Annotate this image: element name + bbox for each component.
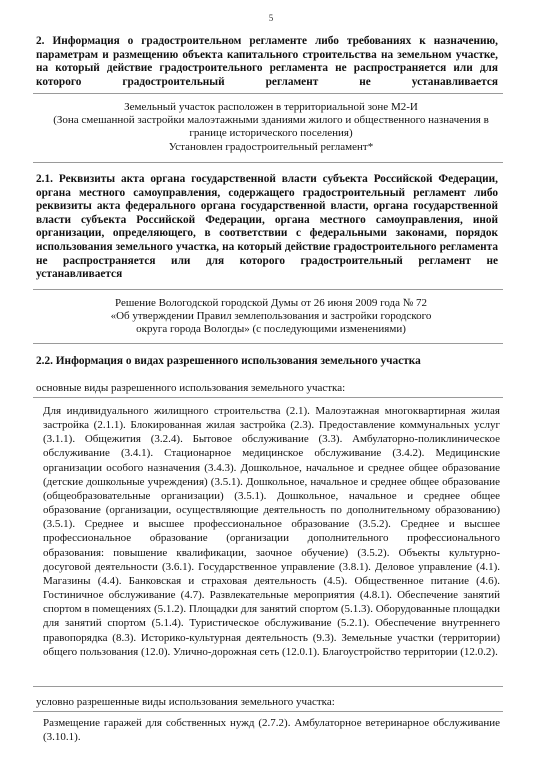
decision-line-2: «Об утверждении Правил землепользования и застройки городского округа города Вологды» (с последующими изменениями) bbox=[110, 310, 432, 336]
zone-description: (Зона смешанной застройки малоэтажными зданиями жилого и общественного назначения в границе исторического поселения) bbox=[53, 114, 489, 140]
decision-info bbox=[36, 297, 506, 337]
main-uses-text: Для индивидуального жилищного строительства (2.1). Малоэтажная многоквартирная жилая застройка (2.1.1). Блокированная жилая застройка (2.3). Предоставление коммунальных услуг (3.1.1). Общежития (3.2.4). Бытовое обслуживание (3.3). Амбулаторно-поликлиническое обслуживание (3.4.1). Стационарное медицинское обслуживание (3.4.2). Медицинские организации особого назначения (3.4.3). Дошкольное, начальное и среднее общее образование (детские дошкольные учреждения) (3.5.1). Дошкольное, начальное и среднее общее образование (общеобразовательные организации) (3.5.1). Дошкольное, начальное и среднее общее образование (организации, осуществляющие деятельность по дополнительному образованию) (3.5.1). Среднее и высшее профессиональное образование (3.5.2). Среднее и высшее профессиональное образование (организации дополнительного профессионального образования: повышение квалификации, заочное обучение) (3.5.2). Объекты культурно-досуговой деятельности (3.6.1). Государственное управление (3.8.1). Деловое управление (4.1). Магазины (4.4). Банковская и страховая деятельность (4.5). Общественное питание (4.6). Гостиничное обслуживание (4.7). Развлекательные мероприятия (4.8.1). Обеспечение занятий спортом в помещениях (5.1.2). Площадки для занятий спортом (5.1.3). Оборудованные площадки для занятий спортом (5.1.4). Туристическое обслуживание (5.2.1). Обеспечение внутреннего правопорядка (8.3). Историко-культурная деятельность (9.3). Земельные участки (территории) общего пользования (12.0). Улично-дорожная сеть (12.0.1). Благоустройство территории (12.0.2). bbox=[43, 405, 500, 658]
section-2-2-title: 2.2. Информация о видах разрешенного использования земельного участка bbox=[36, 355, 421, 367]
main-uses-label: основные виды разрешенного использования земельного участка: bbox=[36, 382, 346, 394]
conditional-uses-text: Размещение гаражей для собственных нужд (2.7.2). Амбулаторное ветеринарное обслуживание (3.10.1). bbox=[43, 717, 500, 744]
conditional-uses-label: условно разрешенные виды использования земельного участка: bbox=[36, 696, 335, 708]
divider bbox=[33, 93, 503, 94]
zone-line: Земельный участок расположен в территориальной зоне М2-И bbox=[124, 101, 418, 113]
divider bbox=[33, 397, 503, 398]
page-number: 5 bbox=[268, 13, 274, 23]
divider bbox=[33, 162, 503, 163]
divider bbox=[33, 289, 503, 290]
decision-line-1: Решение Вологодской городской Думы от 26 июня 2009 года № 72 bbox=[114, 297, 427, 309]
section-2-title: 2. Информация о градостроительном регламенте либо требованиях к назначению, параметрам и размещению объекта капитального строительства на земельном участке, на который действие градостроительного регламента не распространяется или для которого градостроительный регламент не устанавливается bbox=[36, 35, 498, 88]
divider bbox=[33, 343, 503, 344]
zone-info bbox=[36, 101, 506, 154]
regulation-line: Установлен градостроительный регламент* bbox=[168, 140, 374, 153]
divider bbox=[33, 711, 503, 712]
section-2-1-title: 2.1. Реквизиты акта органа государственной власти субъекта Российской Федерации, органа местного самоуправления, содержащего градостроительный регламент либо реквизиты акта федерального органа государственной власти, органа государственной власти субъекта Российской Федерации, органа местного самоуправления, иной организации, определяющего, в соответствии с федеральными законами, порядок использования земельного участка, на который действие градостроительного регламента не распространяется или для которого градостроительный регламент не устанавливается bbox=[36, 173, 498, 281]
divider bbox=[33, 686, 503, 687]
